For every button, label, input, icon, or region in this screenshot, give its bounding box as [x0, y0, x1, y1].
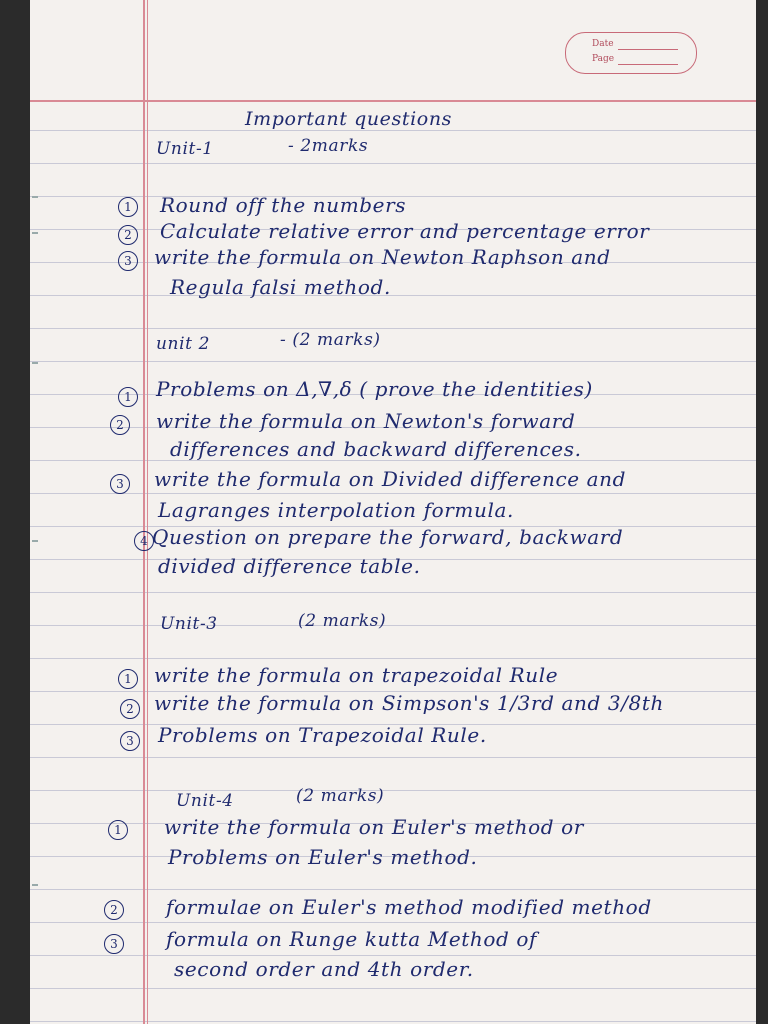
unit1-item2-number: 2 [118, 225, 138, 245]
unit2-item3-continued: Lagranges interpolation formula. [158, 498, 514, 522]
page-title: Important questions [245, 108, 453, 130]
margin-tick [32, 884, 38, 886]
unit2-item3-number: 3 [110, 474, 130, 494]
unit3-heading: Unit-3 [160, 614, 218, 634]
unit1-marks: - 2marks [288, 136, 369, 156]
unit3-item1-text: write the formula on trapezoidal Rule [154, 663, 559, 687]
margin-line [143, 0, 145, 1024]
page-label: Page [592, 54, 615, 64]
unit2-item1-text: Problems on Δ,∇,δ ( prove the identities) [156, 377, 593, 401]
unit4-item1-text: write the formula on Euler's method or [164, 815, 584, 839]
margin-tick [32, 362, 38, 364]
margin-tick [32, 540, 38, 542]
unit4-item3-continued: second order and 4th order. [174, 957, 474, 981]
unit3-item2-number: 2 [120, 699, 140, 719]
unit2-item4-number: 4 [134, 531, 154, 551]
unit4-item3-text: formula on Runge kutta Method of [166, 927, 538, 951]
date-line [618, 49, 678, 50]
unit2-marks: - (2 marks) [280, 330, 381, 350]
unit4-heading: Unit-4 [176, 791, 234, 811]
notebook-page [30, 0, 768, 1024]
unit3-marks: (2 marks) [298, 611, 387, 631]
unit3-item3-number: 3 [120, 731, 140, 751]
unit2-item3-text: write the formula on Divided difference and [154, 467, 627, 491]
unit1-item1-number: 1 [118, 197, 138, 217]
header-rule [30, 100, 768, 102]
margin-tick [32, 232, 38, 234]
unit1-item1-text: Round off the numbers [160, 193, 407, 217]
unit3-item2-text: write the formula on Simpson's 1/3rd and 3/8th [154, 691, 664, 715]
unit2-item2-number: 2 [110, 415, 130, 435]
unit2-item4-continued: divided difference table. [158, 554, 421, 578]
unit2-item2-text: write the formula on Newton's forward [156, 409, 576, 433]
unit3-item3-text: Problems on Trapezoidal Rule. [158, 723, 487, 747]
unit3-item1-number: 1 [118, 669, 138, 689]
unit4-item3-number: 3 [104, 934, 124, 954]
unit1-item3-text: write the formula on Newton Raphson and [154, 245, 611, 269]
unit2-item2-continued: differences and backward differences. [170, 437, 582, 461]
unit2-item1-number: 1 [118, 387, 138, 407]
page-edge-shadow [756, 0, 768, 1024]
unit4-item1-number: 1 [108, 820, 128, 840]
unit4-item2-number: 2 [104, 900, 124, 920]
unit1-item3-number: 3 [118, 251, 138, 271]
unit1-item2-text: Calculate relative error and percentage error [160, 219, 650, 243]
date-label: Date [592, 39, 614, 49]
margin-line-second [147, 0, 148, 1024]
margin-tick [32, 196, 38, 198]
page-line [618, 64, 678, 65]
unit2-heading: unit 2 [156, 334, 210, 354]
unit1-item3-continued: Regula falsi method. [170, 275, 391, 299]
unit4-item1-continued: Problems on Euler's method. [168, 845, 478, 869]
unit4-item2-text: formulae on Euler's method modified method [166, 895, 652, 919]
unit1-heading: Unit-1 [156, 139, 214, 159]
date-page-box [565, 32, 697, 74]
unit4-marks: (2 marks) [296, 786, 385, 806]
unit2-item4-text: Question on prepare the forward, backward [152, 525, 624, 549]
